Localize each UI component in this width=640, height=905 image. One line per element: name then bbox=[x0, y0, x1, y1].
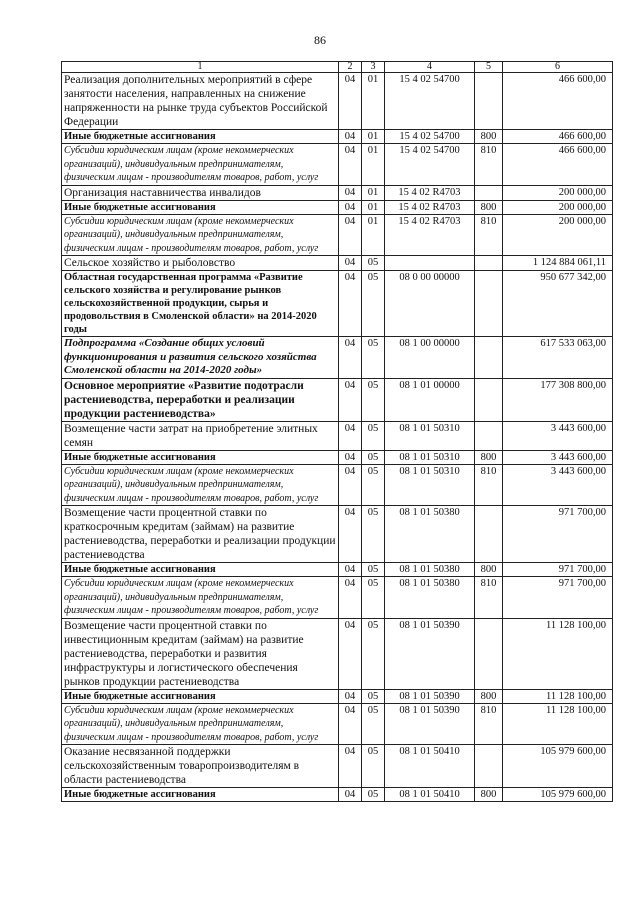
row-section: 04 bbox=[339, 506, 362, 563]
row-name: Возмещение части процентной ставки по краткосрочным кредитам (займам) на развитие растениеводства, переработки и реализации продукции растениеводства bbox=[62, 506, 339, 563]
row-expense-type: 800 bbox=[475, 130, 503, 144]
row-section: 04 bbox=[339, 185, 362, 200]
header-cell: 6 bbox=[503, 62, 613, 73]
row-amount: 3 443 600,00 bbox=[503, 421, 613, 450]
row-subsection: 05 bbox=[362, 618, 385, 689]
row-target-code: 08 1 01 50410 bbox=[385, 788, 475, 802]
row-amount: 1 124 884 061,11 bbox=[503, 256, 613, 271]
page-number: 86 bbox=[314, 33, 326, 47]
row-subsection: 01 bbox=[362, 185, 385, 200]
table-row bbox=[62, 577, 613, 619]
row-name: Иные бюджетные ассигнования bbox=[62, 130, 339, 144]
row-target-code: 15 4 02 R4703 bbox=[385, 185, 475, 200]
row-target-code: 08 1 01 50380 bbox=[385, 577, 475, 619]
row-amount: 971 700,00 bbox=[503, 577, 613, 619]
row-expense-type: 810 bbox=[475, 214, 503, 256]
table-row bbox=[62, 200, 613, 214]
row-target-code: 08 1 01 50310 bbox=[385, 450, 475, 464]
row-name: Основное мероприятие «Развитие подотрасли растениеводства, переработки и реализации продукции растениеводства» bbox=[62, 378, 339, 421]
row-subsection: 05 bbox=[362, 788, 385, 802]
row-amount: 971 700,00 bbox=[503, 506, 613, 563]
row-target-code: 08 1 01 50380 bbox=[385, 563, 475, 577]
row-target-code: 08 1 01 50380 bbox=[385, 506, 475, 563]
row-expense-type bbox=[475, 618, 503, 689]
row-expense-type bbox=[475, 256, 503, 271]
table-row bbox=[62, 745, 613, 788]
row-name: Сельское хозяйство и рыболовство bbox=[62, 256, 339, 271]
row-expense-type: 800 bbox=[475, 450, 503, 464]
table-header-row bbox=[62, 62, 613, 73]
row-section: 04 bbox=[339, 214, 362, 256]
table-row bbox=[62, 378, 613, 421]
row-expense-type bbox=[475, 185, 503, 200]
row-expense-type bbox=[475, 506, 503, 563]
row-name: Иные бюджетные ассигнования bbox=[62, 689, 339, 703]
table-row bbox=[62, 421, 613, 450]
row-subsection: 05 bbox=[362, 464, 385, 506]
row-expense-type: 800 bbox=[475, 563, 503, 577]
row-target-code: 15 4 02 R4703 bbox=[385, 200, 475, 214]
row-subsection: 05 bbox=[362, 506, 385, 563]
row-subsection: 05 bbox=[362, 745, 385, 788]
row-subsection: 05 bbox=[362, 689, 385, 703]
row-name: Областная государственная программа «Развитие сельского хозяйства и регулирование рынков сельскохозяйственной продукции, сырья и продовольствия в Смоленской области» на 2014-2020 годы bbox=[62, 271, 339, 337]
row-name: Субсидии юридическим лицам (кроме некоммерческих организаций), индивидуальным предпринимателям, физическим лицам - производителям товаров, работ, услуг bbox=[62, 144, 339, 186]
row-name: Субсидии юридическим лицам (кроме некоммерческих организаций), индивидуальным предпринимателям, физическим лицам - производителям товаров, работ, услуг bbox=[62, 214, 339, 256]
row-expense-type: 800 bbox=[475, 788, 503, 802]
row-section: 04 bbox=[339, 577, 362, 619]
row-subsection: 05 bbox=[362, 271, 385, 337]
row-expense-type bbox=[475, 745, 503, 788]
row-amount: 617 533 063,00 bbox=[503, 337, 613, 379]
row-amount: 177 308 800,00 bbox=[503, 378, 613, 421]
row-expense-type: 800 bbox=[475, 200, 503, 214]
row-name: Субсидии юридическим лицам (кроме некоммерческих организаций), индивидуальным предпринимателям, физическим лицам - производителям товаров, работ, услуг bbox=[62, 464, 339, 506]
row-name: Иные бюджетные ассигнования bbox=[62, 450, 339, 464]
row-section: 04 bbox=[339, 144, 362, 186]
row-name: Иные бюджетные ассигнования bbox=[62, 563, 339, 577]
row-expense-type: 810 bbox=[475, 577, 503, 619]
row-subsection: 05 bbox=[362, 563, 385, 577]
row-section: 04 bbox=[339, 378, 362, 421]
row-subsection: 05 bbox=[362, 256, 385, 271]
table-row bbox=[62, 506, 613, 563]
row-target-code: 15 4 02 54700 bbox=[385, 130, 475, 144]
row-section: 04 bbox=[339, 256, 362, 271]
table-row bbox=[62, 689, 613, 703]
row-subsection: 01 bbox=[362, 200, 385, 214]
row-target-code: 08 1 01 50310 bbox=[385, 421, 475, 450]
row-amount: 971 700,00 bbox=[503, 563, 613, 577]
row-subsection: 01 bbox=[362, 214, 385, 256]
row-name: Организация наставничества инвалидов bbox=[62, 185, 339, 200]
row-expense-type: 810 bbox=[475, 144, 503, 186]
row-name: Иные бюджетные ассигнования bbox=[62, 788, 339, 802]
row-target-code: 08 1 01 50410 bbox=[385, 745, 475, 788]
row-target-code: 15 4 02 R4703 bbox=[385, 214, 475, 256]
row-expense-type: 800 bbox=[475, 689, 503, 703]
row-target-code: 08 1 01 50390 bbox=[385, 703, 475, 745]
row-section: 04 bbox=[339, 450, 362, 464]
row-target-code: 08 1 01 50310 bbox=[385, 464, 475, 506]
header-cell: 1 bbox=[62, 62, 339, 73]
row-name: Подпрограмма «Создание общих условий функционирования и развития сельского хозяйства Смоленской области на 2014-2020 годы» bbox=[62, 337, 339, 379]
table-row bbox=[62, 214, 613, 256]
row-section: 04 bbox=[339, 745, 362, 788]
row-amount: 11 128 100,00 bbox=[503, 703, 613, 745]
table-body bbox=[62, 62, 613, 802]
table-row bbox=[62, 256, 613, 271]
row-target-code: 08 1 01 00000 bbox=[385, 378, 475, 421]
row-section: 04 bbox=[339, 337, 362, 379]
row-amount: 200 000,00 bbox=[503, 214, 613, 256]
row-amount: 950 677 342,00 bbox=[503, 271, 613, 337]
table-row bbox=[62, 703, 613, 745]
row-target-code: 08 0 00 00000 bbox=[385, 271, 475, 337]
row-amount: 466 600,00 bbox=[503, 130, 613, 144]
table-row bbox=[62, 271, 613, 337]
row-section: 04 bbox=[339, 689, 362, 703]
table-row bbox=[62, 337, 613, 379]
row-section: 04 bbox=[339, 703, 362, 745]
row-name: Субсидии юридическим лицам (кроме некоммерческих организаций), индивидуальным предпринимателям, физическим лицам - производителям товаров, работ, услуг bbox=[62, 703, 339, 745]
budget-table bbox=[61, 61, 613, 802]
row-expense-type: 810 bbox=[475, 703, 503, 745]
row-amount: 466 600,00 bbox=[503, 144, 613, 186]
header-cell: 2 bbox=[339, 62, 362, 73]
row-section: 04 bbox=[339, 421, 362, 450]
row-section: 04 bbox=[339, 788, 362, 802]
row-name: Субсидии юридическим лицам (кроме некоммерческих организаций), индивидуальным предпринимателям, физическим лицам - производителям товаров, работ, услуг bbox=[62, 577, 339, 619]
table-row bbox=[62, 464, 613, 506]
row-name: Оказание несвязанной поддержки сельскохозяйственным товаропроизводителям в области растениеводства bbox=[62, 745, 339, 788]
row-expense-type bbox=[475, 271, 503, 337]
row-expense-type: 810 bbox=[475, 464, 503, 506]
row-section: 04 bbox=[339, 271, 362, 337]
header-cell: 5 bbox=[475, 62, 503, 73]
row-section: 04 bbox=[339, 73, 362, 130]
row-target-code bbox=[385, 256, 475, 271]
row-target-code: 15 4 02 54700 bbox=[385, 144, 475, 186]
row-amount: 200 000,00 bbox=[503, 200, 613, 214]
row-subsection: 05 bbox=[362, 450, 385, 464]
row-section: 04 bbox=[339, 618, 362, 689]
row-amount: 3 443 600,00 bbox=[503, 464, 613, 506]
row-subsection: 01 bbox=[362, 73, 385, 130]
table-row bbox=[62, 618, 613, 689]
row-target-code: 08 1 01 50390 bbox=[385, 689, 475, 703]
row-name: Возмещение части процентной ставки по инвестиционным кредитам (займам) на развитие растениеводства, переработки и развития инфраструктуры и логистического обеспечения рынков продукции растениеводства bbox=[62, 618, 339, 689]
row-amount: 466 600,00 bbox=[503, 73, 613, 130]
table-row bbox=[62, 185, 613, 200]
row-subsection: 05 bbox=[362, 421, 385, 450]
table-row bbox=[62, 450, 613, 464]
row-amount: 11 128 100,00 bbox=[503, 689, 613, 703]
row-amount: 3 443 600,00 bbox=[503, 450, 613, 464]
row-amount: 105 979 600,00 bbox=[503, 788, 613, 802]
table-row bbox=[62, 73, 613, 130]
row-subsection: 01 bbox=[362, 130, 385, 144]
row-section: 04 bbox=[339, 200, 362, 214]
row-section: 04 bbox=[339, 464, 362, 506]
row-subsection: 01 bbox=[362, 144, 385, 186]
row-amount: 105 979 600,00 bbox=[503, 745, 613, 788]
table-row bbox=[62, 563, 613, 577]
row-subsection: 05 bbox=[362, 577, 385, 619]
row-expense-type bbox=[475, 421, 503, 450]
row-target-code: 15 4 02 54700 bbox=[385, 73, 475, 130]
table-row bbox=[62, 130, 613, 144]
table-row bbox=[62, 144, 613, 186]
header-cell: 3 bbox=[362, 62, 385, 73]
row-subsection: 05 bbox=[362, 703, 385, 745]
table-row bbox=[62, 788, 613, 802]
row-expense-type bbox=[475, 378, 503, 421]
row-target-code: 08 1 01 50390 bbox=[385, 618, 475, 689]
row-target-code: 08 1 00 00000 bbox=[385, 337, 475, 379]
row-amount: 200 000,00 bbox=[503, 185, 613, 200]
row-section: 04 bbox=[339, 130, 362, 144]
header-cell: 4 bbox=[385, 62, 475, 73]
row-expense-type bbox=[475, 337, 503, 379]
row-section: 04 bbox=[339, 563, 362, 577]
row-name: Возмещение части затрат на приобретение элитных семян bbox=[62, 421, 339, 450]
row-amount: 11 128 100,00 bbox=[503, 618, 613, 689]
row-name: Иные бюджетные ассигнования bbox=[62, 200, 339, 214]
row-subsection: 05 bbox=[362, 378, 385, 421]
row-expense-type bbox=[475, 73, 503, 130]
row-subsection: 05 bbox=[362, 337, 385, 379]
row-name: Реализация дополнительных мероприятий в сфере занятости населения, направленных на снижение напряженности на рынке труда субъектов Российской Федерации bbox=[62, 73, 339, 130]
